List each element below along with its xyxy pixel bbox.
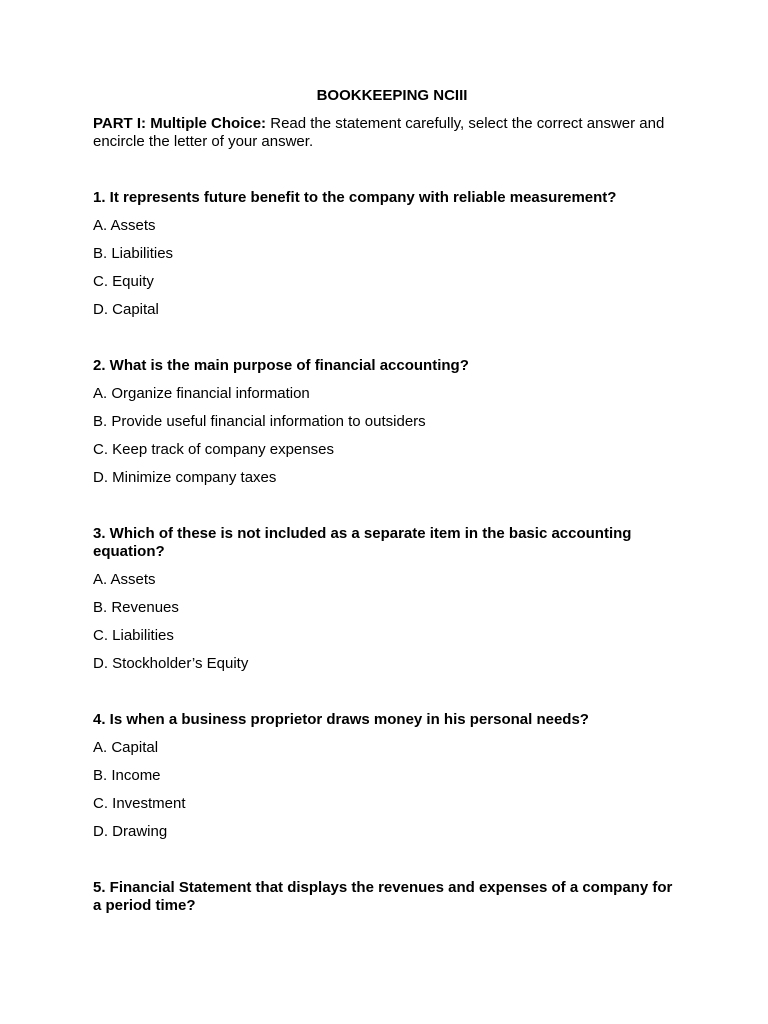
question-1 — [93, 189, 683, 319]
instructions-text: Read the statement carefully, select the correct answer and encircle the letter of your answer. — [93, 115, 665, 150]
question-2 — [93, 357, 683, 487]
choice-a: A. Assets — [93, 571, 156, 588]
choice-c: C. Liabilities — [93, 627, 174, 644]
choice-d: D. Capital — [93, 301, 159, 318]
choice-a: A. Organize financial information — [93, 385, 310, 402]
document-title: BOOKKEEPING NCIII — [316, 87, 468, 104]
choice-b: B. Provide useful financial information to outsiders — [93, 413, 426, 430]
question-5 — [93, 879, 683, 915]
choice-d: D. Stockholder’s Equity — [93, 655, 249, 672]
choice-b: B. Liabilities — [93, 245, 174, 262]
choice-d: D. Minimize company taxes — [93, 469, 277, 486]
choice-a: A. Assets — [93, 217, 156, 234]
question-text: 4. Is when a business proprietor draws money in his personal needs? — [93, 711, 589, 728]
question-text: 2. What is the main purpose of financial accounting? — [93, 357, 469, 374]
instructions — [93, 115, 683, 151]
choice-b: B. Income — [93, 767, 161, 784]
instructions-lead: PART I: Multiple Choice: — [93, 115, 267, 132]
question-text: 1. It represents future benefit to the company with reliable measurement? — [93, 189, 617, 206]
question-text: 5. Financial Statement that displays the revenues and expenses of a company for a period time? — [93, 879, 673, 914]
choice-c: C. Keep track of company expenses — [93, 441, 334, 458]
question-4 — [93, 711, 683, 841]
document-page — [93, 87, 683, 953]
choice-b: B. Revenues — [93, 599, 179, 616]
question-3 — [93, 525, 683, 673]
choice-c: C. Investment — [93, 795, 186, 812]
choice-c: C. Equity — [93, 273, 154, 290]
question-text: 3. Which of these is not included as a separate item in the basic accounting equation? — [93, 525, 632, 560]
choice-d: D. Drawing — [93, 823, 168, 840]
choice-a: A. Capital — [93, 739, 159, 756]
